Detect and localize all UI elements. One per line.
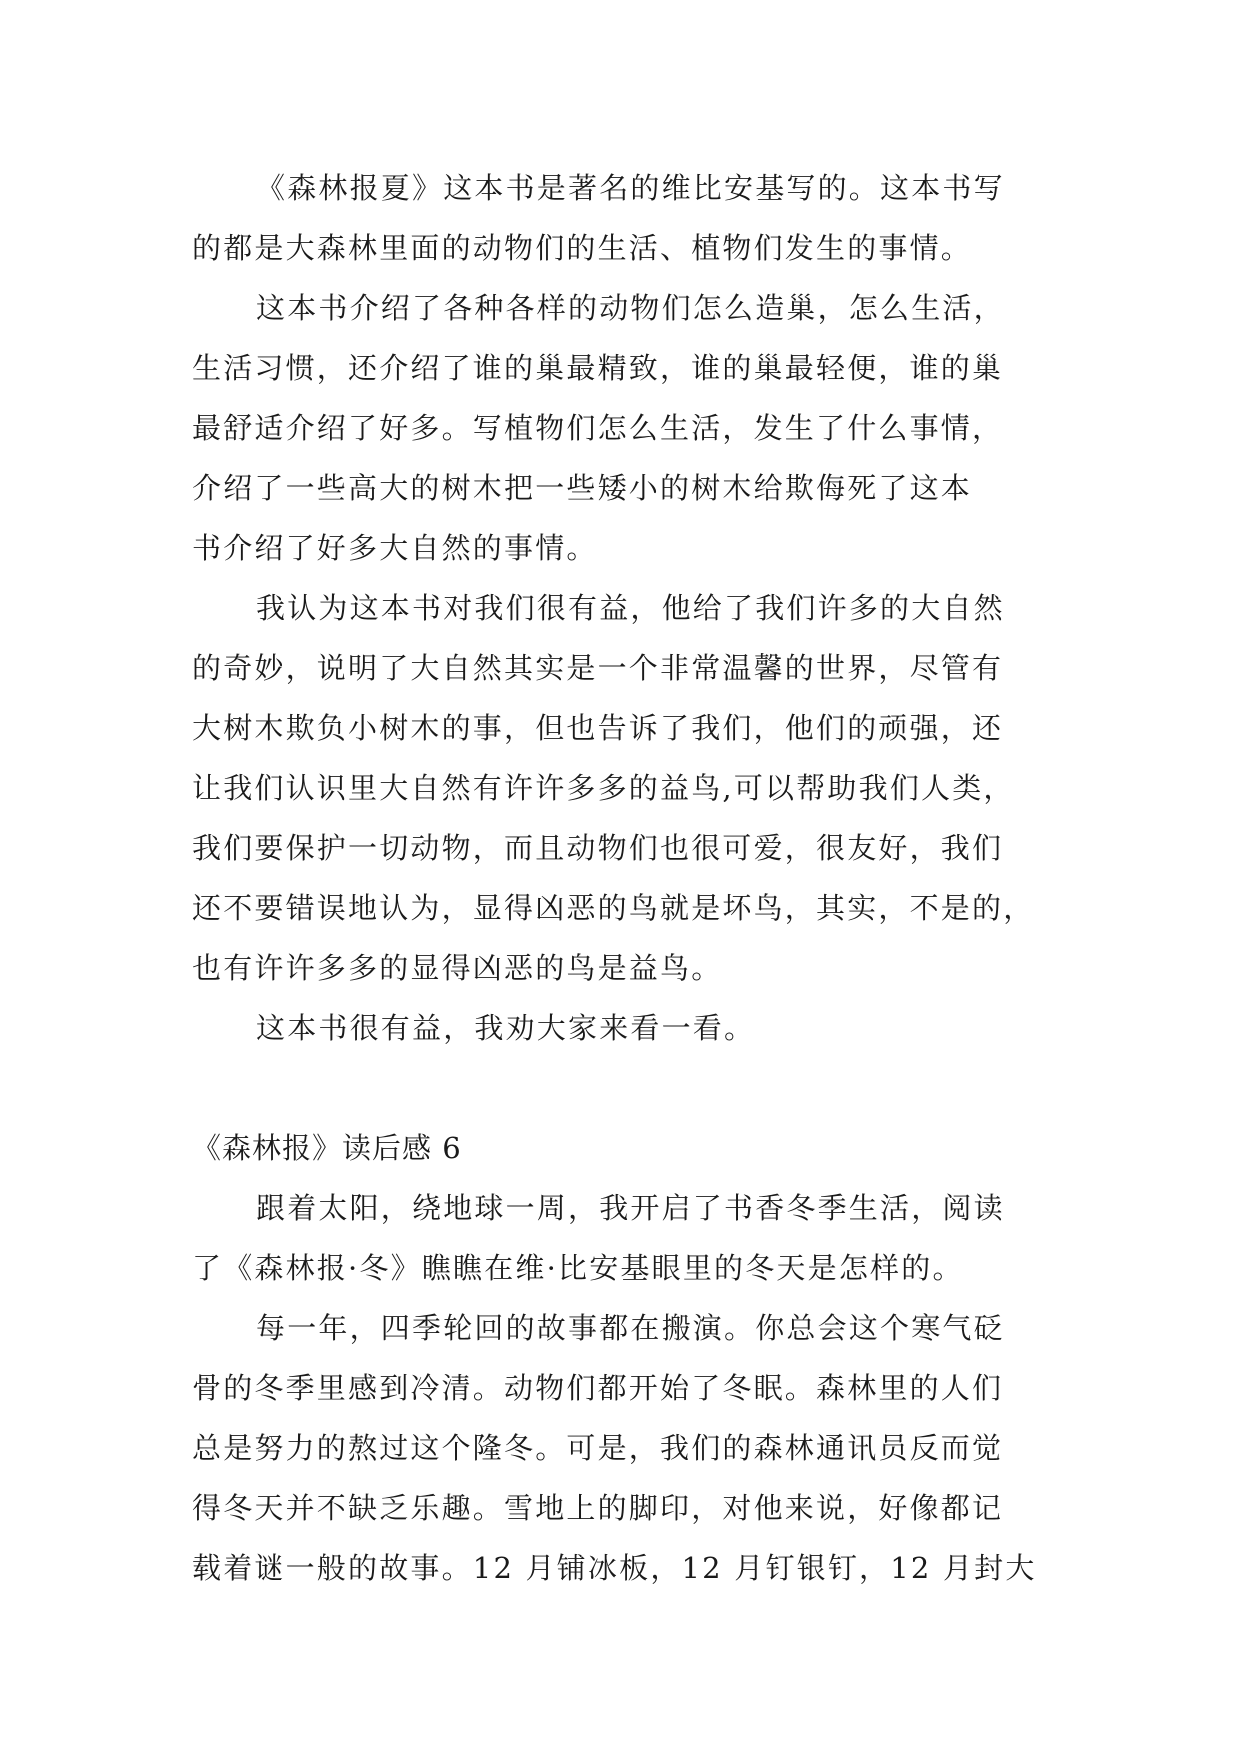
text-line: 介绍了一些高大的树木把一些矮小的树木给欺侮死了这本 bbox=[192, 471, 973, 505]
paragraph bbox=[192, 998, 1054, 1058]
paragraph bbox=[192, 578, 1054, 998]
text-line: 的都是大森林里面的动物们的生活、植物们发生的事情。 bbox=[192, 231, 973, 265]
text-line: 最舒适介绍了好多。写植物们怎么生活，发生了什么事情， bbox=[192, 411, 1004, 445]
document-body bbox=[192, 158, 1054, 1598]
text-line: 大树木欺负小树木的事，但也告诉了我们，他们的顽强，还 bbox=[192, 711, 1004, 745]
text-line: 载着谜一般的故事。12 月铺冰板，12 月钉银钉，12 月封大 bbox=[192, 1551, 1037, 1585]
text-line: 让我们认识里大自然有许许多多的益鸟,可以帮助我们人类， bbox=[192, 771, 1015, 805]
paragraph bbox=[192, 1298, 1054, 1598]
paragraph bbox=[192, 158, 1054, 278]
text-line: 《森林报夏》这本书是著名的维比安基写的。这本书写 bbox=[256, 171, 1005, 205]
text-line: 生活习惯，还介绍了谁的巢最精致，谁的巢最轻便，谁的巢 bbox=[192, 351, 1004, 385]
text-line: 这本书很有益，我劝大家来看一看。 bbox=[256, 1011, 756, 1045]
text-line: 跟着太阳，绕地球一周，我开启了书香冬季生活，阅读 bbox=[256, 1191, 1005, 1225]
paragraph bbox=[192, 278, 1054, 578]
text-line: 也有许许多多的显得凶恶的鸟是益鸟。 bbox=[192, 951, 723, 985]
paragraph bbox=[192, 1178, 1054, 1298]
section-spacer bbox=[192, 1058, 1054, 1118]
text-line: 骨的冬季里感到冷清。动物们都开始了冬眠。森林里的人们 bbox=[192, 1371, 1004, 1405]
text-line: 的奇妙，说明了大自然其实是一个非常温馨的世界，尽管有 bbox=[192, 651, 1004, 685]
text-line: 还不要错误地认为，显得凶恶的鸟就是坏鸟，其实，不是的， bbox=[192, 891, 1035, 925]
text-line: 总是努力的熬过这个隆冬。可是，我们的森林通讯员反而觉 bbox=[192, 1431, 1004, 1465]
text-line: 每一年，四季轮回的故事都在搬演。你总会这个寒气砭 bbox=[256, 1311, 1005, 1345]
text-line: 书介绍了好多大自然的事情。 bbox=[192, 531, 598, 565]
section-heading: 《森林报》读后感 6 bbox=[192, 1131, 462, 1165]
text-line: 我认为这本书对我们很有益，他给了我们许多的大自然 bbox=[256, 591, 1005, 625]
text-line: 我们要保护一切动物，而且动物们也很可爱，很友好，我们 bbox=[192, 831, 1004, 865]
text-line: 这本书介绍了各种各样的动物们怎么造巢，怎么生活， bbox=[256, 291, 1005, 325]
text-line: 得冬天并不缺乏乐趣。雪地上的脚印，对他来说，好像都记 bbox=[192, 1491, 1004, 1525]
text-line: 了《森林报·冬》瞧瞧在维·比安基眼里的冬天是怎样的。 bbox=[192, 1251, 964, 1285]
